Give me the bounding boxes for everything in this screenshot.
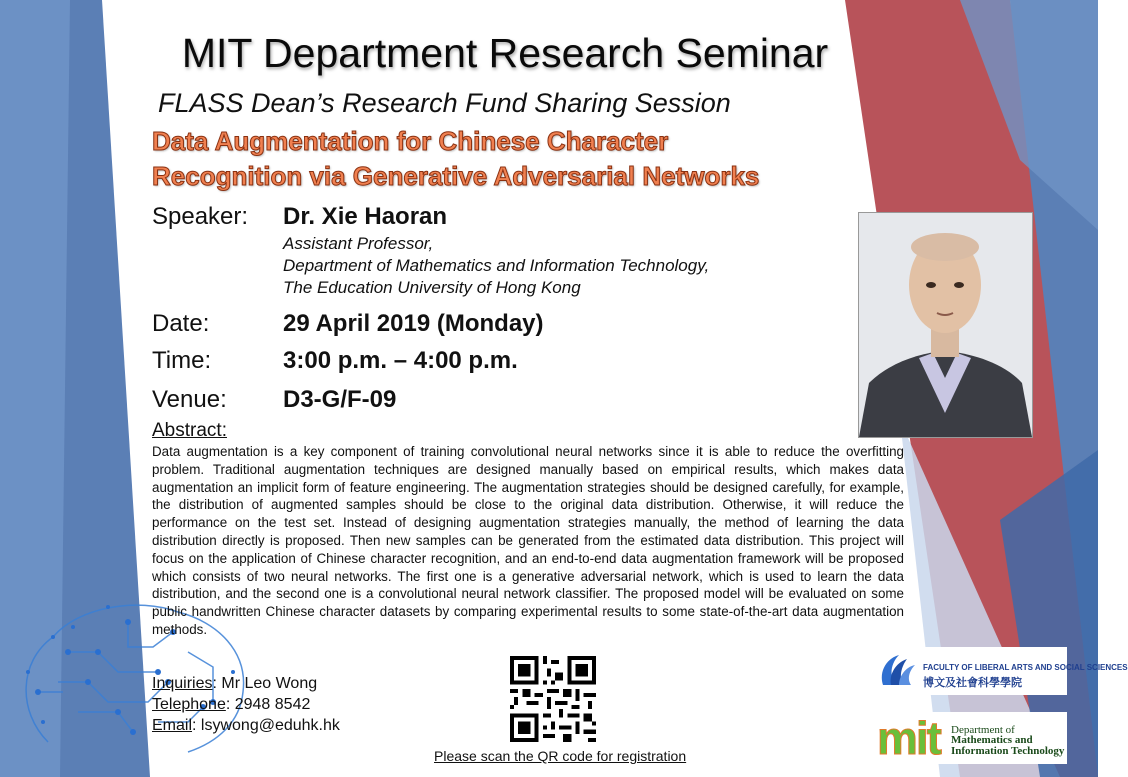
flass-name-zh: 博文及社會科學學院 [923, 677, 1022, 689]
mit-department-logo [871, 712, 1067, 764]
seminar-title: MIT Department Research Seminar [181, 30, 829, 76]
flass-name-en: FACULTY OF LIBERAL ARTS AND SOCIAL SCIENCES [923, 663, 1128, 672]
email-label: Email [152, 717, 193, 734]
mit-logo-line-3: Information Technology [951, 745, 1065, 757]
telephone-value: : 2948 8542 [225, 696, 311, 713]
venue-value: D3-G/F-09 [283, 386, 397, 413]
date-label: Date: [152, 310, 210, 337]
speaker-affiliation [283, 233, 709, 299]
inquiries-row [152, 673, 340, 694]
contact-info [152, 673, 340, 736]
registration-qr-code[interactable] [510, 656, 596, 742]
topic-line-1: Data Augmentation for Chinese Character [152, 126, 669, 156]
date-value: 29 April 2019 (Monday) [283, 310, 544, 337]
venue-label: Venue: [152, 386, 227, 413]
email-row [152, 715, 340, 736]
inquiries-label: Inquiries [152, 675, 213, 692]
telephone-row [152, 694, 340, 715]
telephone-label: Telephone [152, 696, 226, 713]
speaker-label: Speaker: [152, 203, 249, 230]
speaker-department: Department of Mathematics and Information Technology, [283, 256, 710, 275]
inquiries-value: : Mr Leo Wong [212, 675, 318, 692]
email-value[interactable]: : lsywong@eduhk.hk [192, 717, 340, 734]
speaker-position: Assistant Professor, [283, 234, 434, 253]
flass-logo [871, 647, 1128, 695]
speaker-name: Dr. Xie Haoran [283, 203, 448, 230]
abstract-heading: Abstract: [152, 420, 227, 441]
speaker-photo [858, 212, 1033, 438]
flass-emblem-icon [877, 651, 919, 691]
qr-caption: Please scan the QR code for registration [434, 748, 687, 764]
mit-logo-line-1: Department of [951, 724, 1015, 736]
time-value: 3:00 p.m. – 4:00 p.m. [283, 347, 518, 374]
mit-logo-line-2: Mathematics and [951, 734, 1033, 746]
topic-line-2: Recognition via Generative Adversarial Networks [152, 161, 760, 191]
talk-topic [152, 124, 759, 194]
mit-logo-mark: mit [877, 712, 940, 764]
time-label: Time: [152, 347, 212, 374]
speaker-university: The Education University of Hong Kong [283, 278, 581, 297]
abstract-body: Data augmentation is a key component of training convolutional neural networks since it is able to reduce the overfitting problem. Traditional augmentation techniques are designed manually based on empirical results, which makes data augmentation an implicit form of feature engineering. The augmentation strategies should be designed carefully, for example, the distribution of augmented samples should be close to the original data distribution. Otherwise, it will reduce the performance on the test set. Instead of designing augmentation strategies manually, the method of learning the data distribution directly is proposed. Then new samples can be generated from the estimated data distribution. This project will focus on the application of Chinese character recognition, and an end-to-end data augmentation framework will be proposed which consists of two neural networks. The first one is a generative adversarial network, which is used to learn the data distribution, and the second one is a convolutional neural network classifier. The proposed model will be evaluated on some public handwritten Chinese character datasets by comparing experimental results to some state-of-the-art data augmentation methods. [152, 444, 904, 637]
seminar-subtitle: FLASS Dean’s Research Fund Sharing Session [158, 88, 731, 118]
